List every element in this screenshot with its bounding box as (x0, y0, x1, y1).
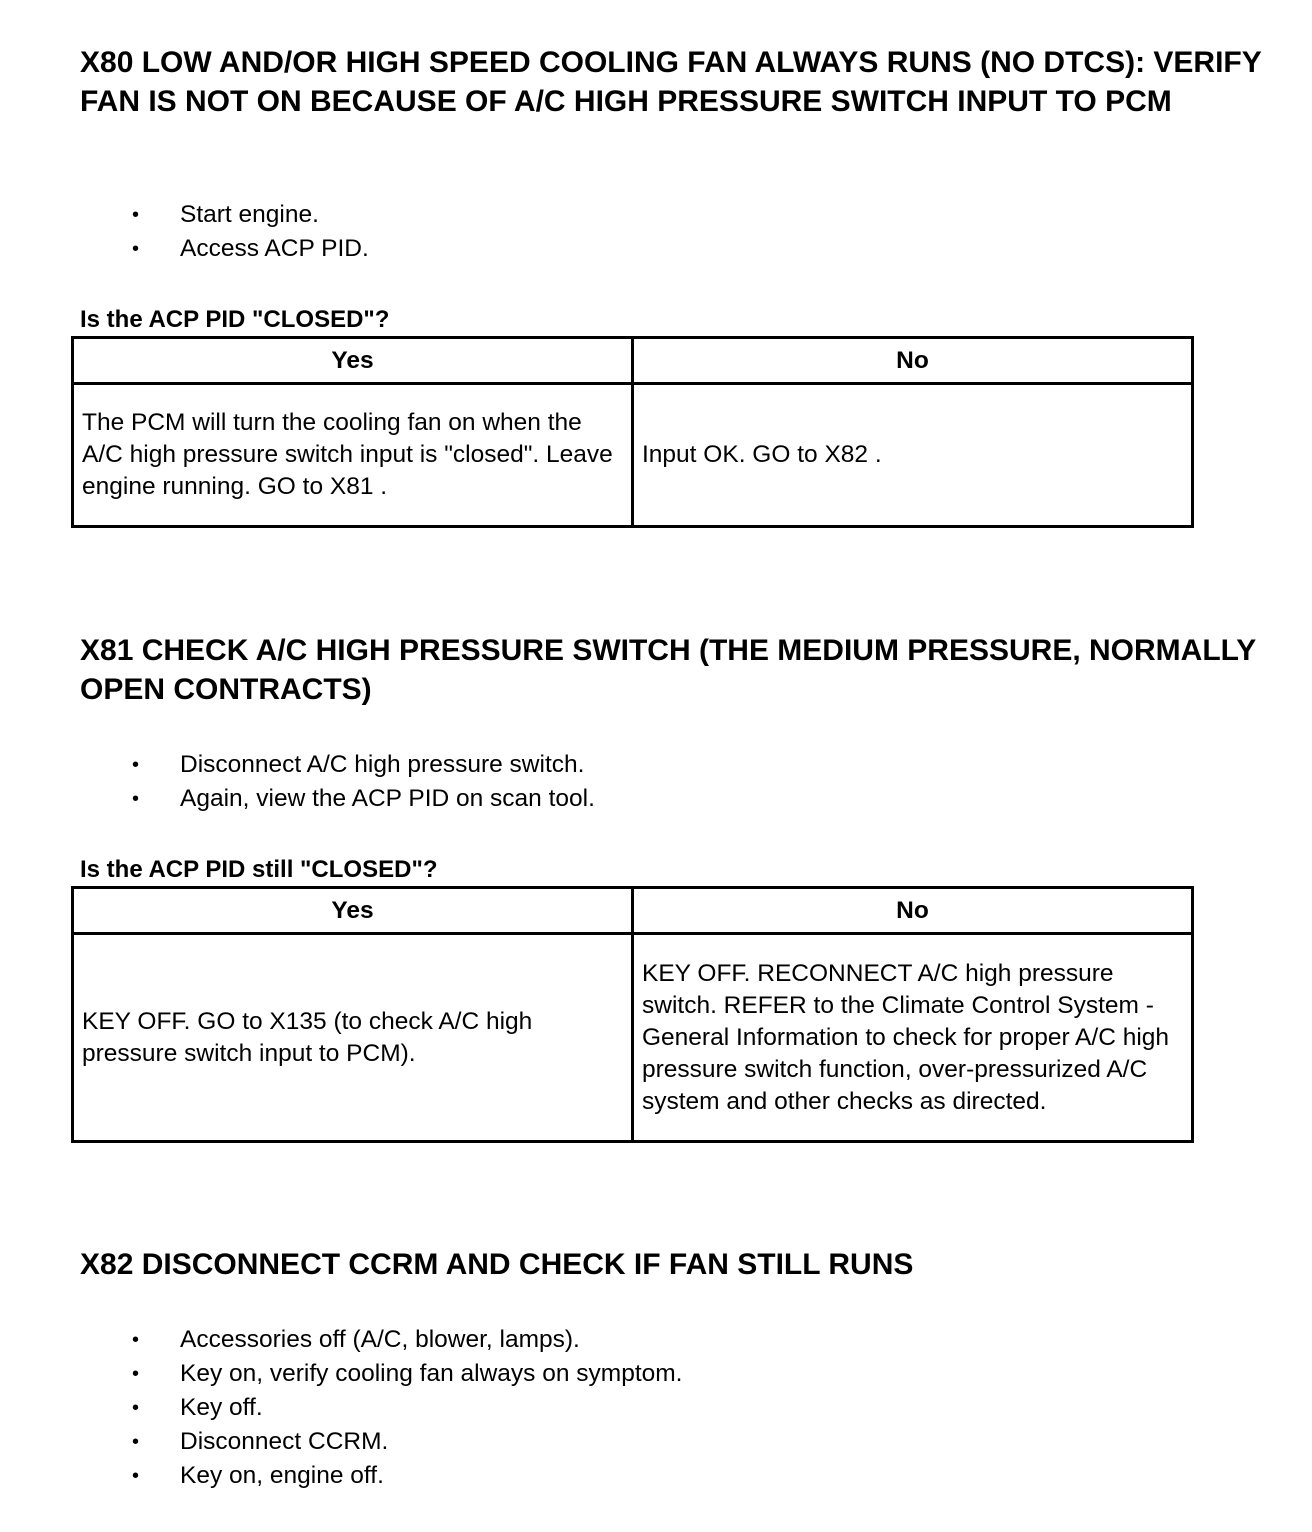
section-heading: X81 CHECK A/C HIGH PRESSURE SWITCH (THE MEDIUM PRESSURE, NORMALLY OPEN CONTRACTS) (80, 634, 1256, 706)
step-item (80, 232, 369, 266)
bullet-icon: • (132, 1397, 140, 1419)
question-text: Is the ACP PID still "CLOSED"? (80, 856, 438, 883)
steps-list (80, 748, 595, 816)
step-text: Disconnect A/C high pressure switch. (180, 751, 585, 778)
decision-table (71, 886, 1194, 1143)
step-text: Start engine. (180, 201, 319, 228)
step-item (80, 1425, 682, 1459)
step-item (80, 1459, 682, 1493)
bullet-icon: • (132, 238, 140, 260)
step-item (80, 782, 595, 816)
steps-list (80, 1323, 682, 1493)
decision-table (71, 336, 1194, 528)
step-item (80, 198, 369, 232)
section-heading: X80 LOW AND/OR HIGH SPEED COOLING FAN ALWAYS RUNS (NO DTCS): VERIFY FAN IS NOT ON BECAUSE OF A/C HIGH PRESSURE SWITCH INPUT TO PCM (80, 46, 1262, 118)
bullet-icon: • (132, 1465, 140, 1487)
no-cell: KEY OFF. RECONNECT A/C high pressure switch. REFER to the Climate Control System - General Information to check for proper A/C high pressure switch function, over-pressurized A/C system and other checks as directed. (633, 934, 1193, 1142)
table-row (73, 934, 1193, 1142)
section-x80 (80, 43, 1290, 500)
step-text: Accessories off (A/C, blower, lamps). (180, 1326, 580, 1353)
bullet-icon: • (132, 204, 140, 226)
yes-header: Yes (73, 888, 633, 934)
table-row (73, 384, 1193, 527)
step-text: Key on, engine off. (180, 1462, 384, 1489)
step-item (80, 1357, 682, 1391)
bullet-icon: • (132, 1329, 140, 1351)
step-text: Disconnect CCRM. (180, 1428, 389, 1455)
step-text: Key on, verify cooling fan always on symptom. (180, 1360, 683, 1387)
yes-header: Yes (73, 338, 633, 384)
step-item (80, 1391, 682, 1425)
step-text: Again, view the ACP PID on scan tool. (180, 785, 595, 812)
yes-cell: KEY OFF. GO to X135 (to check A/C high pressure switch input to PCM). (73, 934, 633, 1142)
bullet-icon: • (132, 1363, 140, 1385)
bullet-icon: • (132, 754, 140, 776)
question-text: Is the ACP PID "CLOSED"? (80, 306, 390, 333)
no-cell: Input OK. GO to X82 . (633, 384, 1193, 527)
section-x82 (80, 1245, 1290, 1489)
no-header: No (633, 338, 1193, 384)
section-x81 (80, 631, 1290, 1115)
steps-list (80, 198, 369, 266)
step-item (80, 1323, 682, 1357)
section-heading: X82 DISCONNECT CCRM AND CHECK IF FAN STILL RUNS (80, 1248, 914, 1281)
bullet-icon: • (132, 788, 140, 810)
yes-cell: The PCM will turn the cooling fan on when the A/C high pressure switch input is "closed". Leave engine running. GO to X81 . (73, 384, 633, 527)
step-text: Key off. (180, 1394, 263, 1421)
table-header-row (73, 888, 1193, 934)
table-header-row (73, 338, 1193, 384)
step-item (80, 748, 595, 782)
bullet-icon: • (132, 1431, 140, 1453)
no-header: No (633, 888, 1193, 934)
step-text: Access ACP PID. (180, 235, 369, 262)
